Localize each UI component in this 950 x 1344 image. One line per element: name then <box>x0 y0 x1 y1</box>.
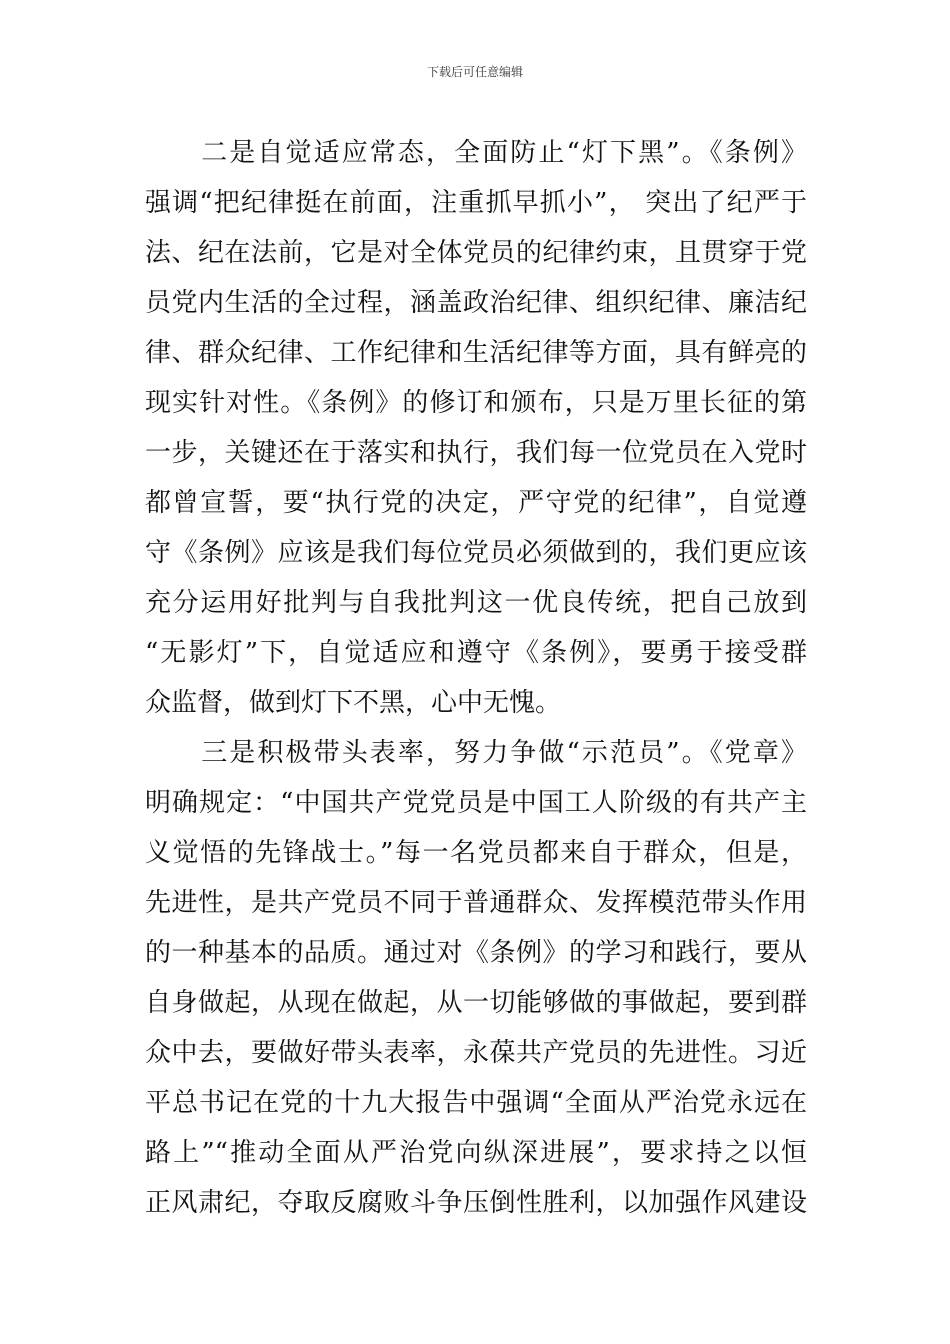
text-line: 强调“把纪律挺在前面，注重抓早抓小”， 突出了纪严于 <box>145 188 807 218</box>
page-header: 下载后可任意编辑 <box>426 65 523 79</box>
text-line: 都曾宣誓，要“执行党的决定，严守党的纪律”，自觉遵 <box>145 488 807 518</box>
text-line: 的一种基本的品质。通过对《条例》的学习和践行，要从 <box>145 938 807 968</box>
text-line: 众监督，做到灯下不黑，心中无愧。 <box>145 688 562 718</box>
text-line: 路上”“推动全面从严治党向纵深进展”，要求持之以恒 <box>145 1138 807 1168</box>
text-line: 义觉悟的先锋战士。”每一名党员都来自于群众，但是， <box>145 838 807 868</box>
text-line: 二是自觉适应常态，全面防止“灯下黑”。《条例》 <box>145 138 807 168</box>
text-line: 法、纪在法前，它是对全体党员的纪律约束，且贯穿于党 <box>145 238 807 268</box>
text-line: 明确规定：“中国共产党党员是中国工人阶级的有共产主 <box>145 788 807 818</box>
text-line: 员党内生活的全过程，涵盖政治纪律、组织纪律、廉洁纪 <box>145 288 807 318</box>
text-line: 现实针对性。《条例》的修订和颁布，只是万里长征的第 <box>145 388 807 418</box>
text-line: 充分运用好批判与自我批判这一优良传统，把自己放到 <box>145 588 807 618</box>
text-line: 三是积极带头表率，努力争做“示范员”。《党章》 <box>145 738 807 768</box>
text-line: 正风肃纪，夺取反腐败斗争压倒性胜利，以加强作风建设 <box>145 1188 807 1218</box>
text-line: 自身做起，从现在做起，从一切能够做的事做起，要到群 <box>145 988 807 1018</box>
text-line: 先进性，是共产党员不同于普通群众、发挥模范带头作用 <box>145 888 807 918</box>
body-text <box>145 128 807 1228</box>
text-line: 平总书记在党的十九大报告中强调“全面从严治党永远在 <box>145 1088 807 1118</box>
text-line: 众中去，要做好带头表率，永葆共产党员的先进性。习近 <box>145 1038 807 1068</box>
text-line: 律、群众纪律、工作纪律和生活纪律等方面，具有鲜亮的 <box>145 338 807 368</box>
text-line: “无影灯”下，自觉适应和遵守《条例》，要勇于接受群 <box>145 638 807 668</box>
text-line: 守《条例》应该是我们每位党员必须做到的，我们更应该 <box>145 538 807 568</box>
text-line: 一步，关键还在于落实和执行，我们每一位党员在入党时 <box>145 438 807 468</box>
